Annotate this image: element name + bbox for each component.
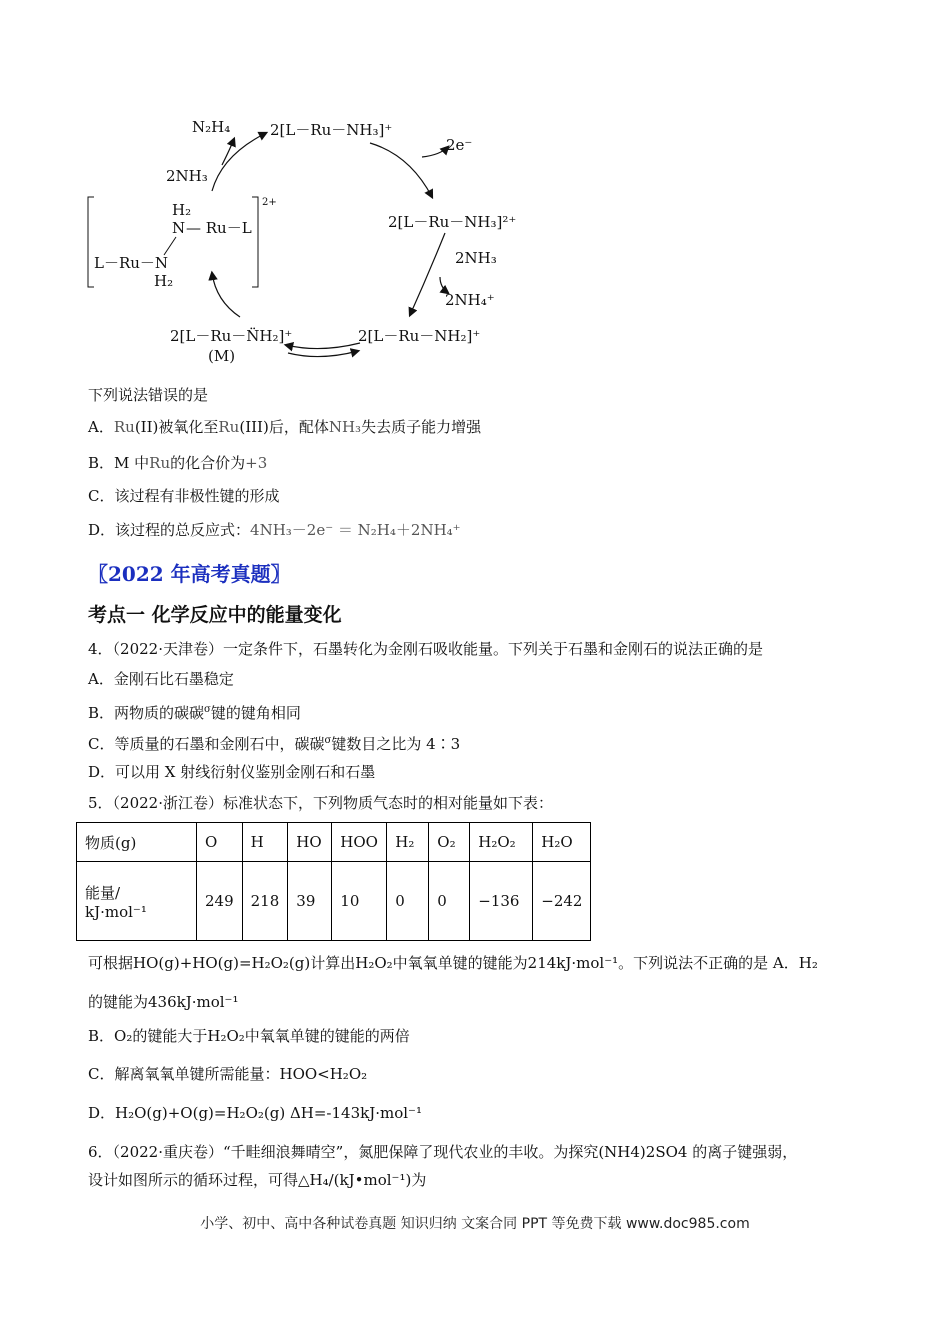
dimer-h2-bottom: H₂	[154, 272, 174, 290]
q3-a-ru2: Ru	[218, 418, 240, 436]
q5-after-h2o2: H₂O₂	[355, 954, 393, 972]
bottom-left-complex-label: 2[L－Ru－N̈H₂]⁺	[170, 327, 293, 345]
q4-option-d: D．可以用 X 射线衍射仪鉴别金刚石和石墨	[88, 763, 376, 781]
q5-d-pre: D．	[88, 1104, 116, 1122]
q4-c-post: 键数目之比为 4∶3	[331, 735, 461, 753]
q3-stem: 下列说法错误的是	[88, 386, 209, 404]
q3-b-ru: Ru	[149, 454, 171, 472]
table-header-cell: H₂O	[533, 823, 591, 862]
arrow-right-to-bottom	[410, 233, 445, 315]
table-header-cell: HOO	[332, 823, 387, 862]
arrow-bottom-left-to-right	[288, 351, 358, 357]
dimer-ru-l: — Ru－L	[186, 219, 252, 237]
q4-b-pre: B．两物质的碳碳	[88, 704, 205, 722]
bottom-right-complex-label: 2[L－Ru－NH₂]⁺	[358, 327, 481, 345]
energy-table-header-row	[77, 823, 591, 862]
table-value-cell: 249	[197, 862, 243, 941]
q3-option-b	[88, 453, 267, 473]
nh4-out-label: 2NH₄⁺	[445, 291, 495, 309]
table-value-cell: 0	[387, 862, 429, 941]
q5-b-pre: B．	[88, 1027, 115, 1045]
arrow-m-to-dimer	[212, 273, 240, 317]
table-header-cell: O₂	[429, 823, 470, 862]
q5-after-mid2: 中氧氧单键的键能为	[392, 954, 528, 972]
q4-stem: 4．（2022·天津卷）一定条件下，石墨转化为金刚石吸收能量。下列关于石墨和金刚石的说法正确的是	[88, 640, 763, 658]
q3-a-nh3: NH₃	[328, 418, 362, 436]
page-footer: 小学、初中、高中各种试卷真题 知识归纳 文案合同 PPT 等免费下载 www.doc985.com	[200, 1216, 750, 1232]
q3-a-prefix: A．	[88, 418, 114, 436]
q3-a-text3: 失去质子能力增强	[361, 418, 482, 436]
q5-c-pre: C．解离氧氧单键所需能量：	[88, 1065, 280, 1083]
table-value-cell: −242	[533, 862, 591, 941]
q6-line2: 设计如图所示的循环过程，可得△H₄/(kJ•mol⁻¹)为	[88, 1171, 427, 1189]
table-header-cell: 物质(g)	[77, 823, 197, 862]
q5-after-pre: 可根据	[88, 954, 134, 972]
q5-stem: 5．（2022·浙江卷）标准状态下，下列物质气态时的相对能量如下表：	[88, 794, 553, 812]
q5-b-post: 中氧氧单键的键能的两倍	[244, 1027, 410, 1045]
arrow-top-to-right	[370, 143, 432, 197]
q4-option-c	[88, 731, 460, 754]
q5-b-h2o2: H₂O₂	[207, 1027, 245, 1045]
q3-option-c: C．该过程有非极性键的形成	[88, 487, 280, 505]
q4-c-sigma: σ	[324, 735, 332, 746]
q5-after-h2: H₂	[798, 954, 818, 972]
year-heading: 〖2022 年高考真题〗	[88, 562, 291, 586]
arrow-electron-out	[422, 147, 448, 157]
row-label-line2: kJ·mol⁻¹	[85, 902, 147, 921]
q3-b-text: 的化合价为	[170, 454, 246, 472]
q4-b-sigma: σ	[204, 704, 211, 715]
right-bracket	[252, 197, 258, 287]
energy-table-value-row	[77, 862, 591, 941]
table-value-cell: −136	[470, 862, 533, 941]
table-header-cell: H₂	[387, 823, 429, 862]
q5-c-expr: HOO<H₂O₂	[279, 1065, 368, 1083]
q5-after-val: 214kJ·mol⁻¹	[527, 954, 619, 972]
q5-option-c	[88, 1064, 367, 1084]
energy-table	[76, 822, 591, 941]
q3-a-text1: (II)被氧化至	[134, 418, 219, 436]
table-header-cell: O	[197, 823, 243, 862]
q4-b-post: 键的键角相同	[210, 704, 301, 722]
q3-a-ru: Ru	[113, 418, 135, 436]
electron-label: 2e⁻	[446, 136, 473, 154]
arrow-bottom-right-to-left	[286, 343, 360, 349]
m-label: (M)	[208, 347, 236, 365]
q3-option-d	[88, 520, 461, 540]
table-value-cell: 0	[429, 862, 470, 941]
q3-a-text2: (III)后，配体	[239, 418, 329, 436]
q5-after-table	[88, 953, 818, 973]
ru-catalytic-cycle-diagram	[80, 105, 550, 375]
dimer-bond	[164, 237, 176, 255]
right-complex-label: 2[L－Ru－NH₃]²⁺	[388, 213, 517, 231]
q5-b-o2: O₂	[114, 1027, 133, 1045]
top-complex-label: 2[L－Ru－NH₃]⁺	[270, 121, 393, 139]
table-value-cell: 218	[242, 862, 288, 941]
q5-b-mid: 的键能大于	[132, 1027, 208, 1045]
q3-option-a	[88, 417, 481, 437]
dimer-n-top: N	[172, 219, 186, 237]
q6-line1: 6．（2022·重庆卷）“千畦细浪舞晴空”，氮肥保障了现代农业的丰收。为探究(NH4)2SO4 的离子键强弱，	[88, 1143, 798, 1161]
q5-option-a-cont: 的键能为436kJ·mol⁻¹	[88, 993, 239, 1011]
q5-after-end: 。下列说法不正确的是 A．	[618, 954, 799, 972]
table-header-cell: H	[242, 823, 288, 862]
q5-after-mid: 计算出	[310, 954, 356, 972]
dimer-charge: 2+	[262, 197, 277, 208]
n2h4-label: N₂H₄	[192, 118, 231, 136]
table-value-cell: 39	[288, 862, 332, 941]
left-bracket	[88, 197, 94, 287]
q5-option-b	[88, 1026, 410, 1046]
q5-after-eq: HO(g)+HO(g)=H₂O₂(g)	[133, 954, 311, 972]
q3-b-val: +3	[245, 454, 268, 472]
arrow-dimer-to-top	[212, 133, 266, 191]
nh3-in-right-label: 2NH₃	[455, 249, 497, 267]
q4-c-pre: C．等质量的石墨和金刚石中，碳碳	[88, 735, 325, 753]
q5-option-d	[88, 1103, 422, 1123]
q3-d-prefix: D．该过程的总反应式：	[88, 521, 251, 539]
q4-option-a: A．金刚石比石墨稳定	[88, 670, 234, 688]
table-row-label	[77, 862, 197, 941]
q5-d-expr: H₂O(g)+O(g)=H₂O₂(g) ΔH=-143kJ·mol⁻¹	[115, 1104, 422, 1122]
row-label-line1: 能量/	[85, 883, 121, 902]
nh3-in-left-label: 2NH₃	[166, 167, 208, 185]
table-header-cell: H₂O₂	[470, 823, 533, 862]
section-title: 考点一 化学反应中的能量变化	[88, 604, 342, 626]
dimer-h2-top: H₂	[172, 201, 192, 219]
table-value-cell: 10	[332, 862, 387, 941]
table-header-cell: HO	[288, 823, 332, 862]
dimer-l-ru: L－Ru－N	[94, 254, 169, 272]
q3-d-eq: 4NH₃－2e⁻ ＝ N₂H₄＋2NH₄⁺	[250, 521, 461, 539]
q3-b-prefix: B．M 中	[88, 454, 150, 472]
q4-option-b	[88, 700, 301, 723]
